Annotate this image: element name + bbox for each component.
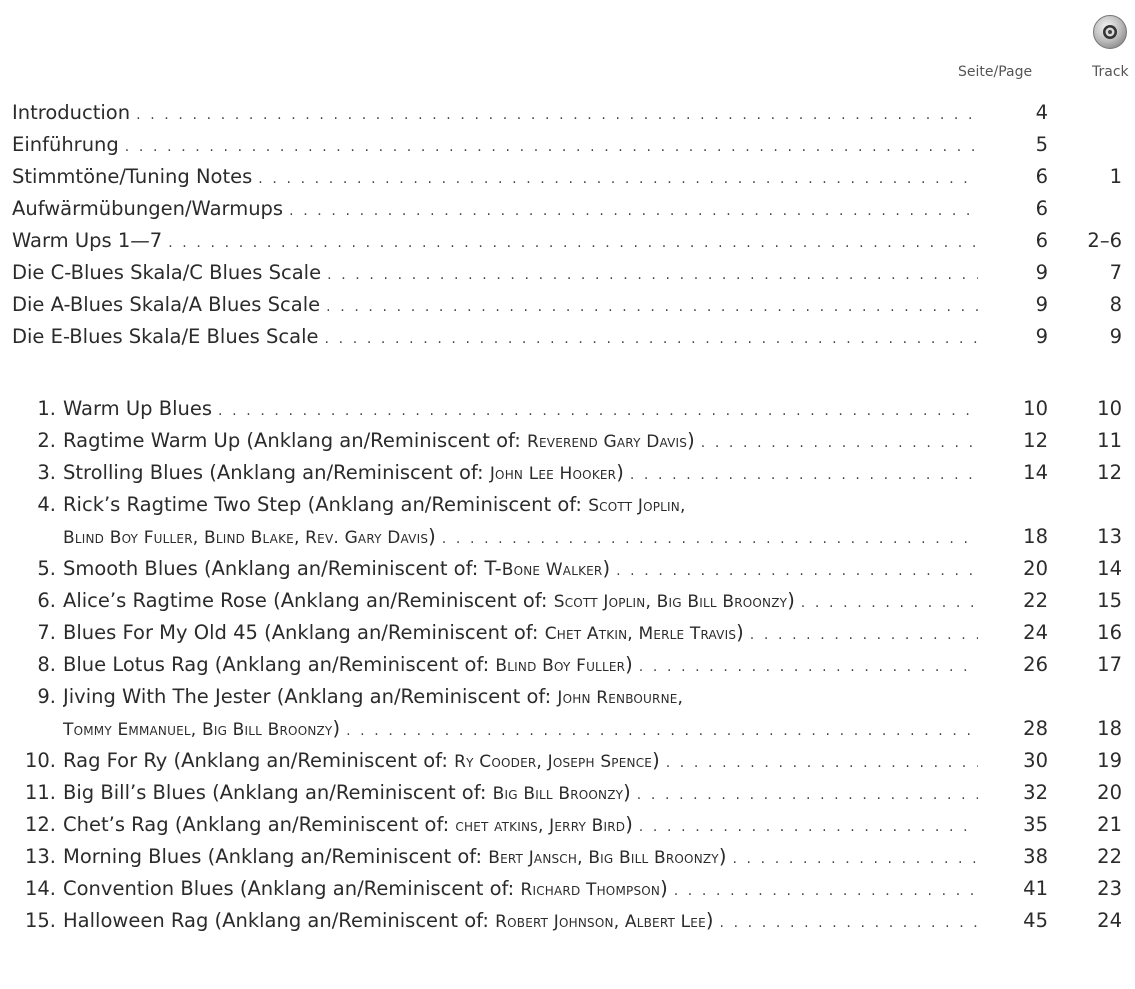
page-number: 6 — [1035, 197, 1048, 220]
toc-entry[interactable] — [0, 193, 1135, 225]
page-number: 38 — [1023, 845, 1048, 868]
song-title — [63, 425, 695, 457]
song-entry[interactable] — [0, 777, 1135, 809]
reminiscent-artists: chet atkins, Jerry Bird — [455, 816, 626, 836]
song-title — [63, 777, 631, 809]
track-number: 11 — [1097, 429, 1122, 452]
entry-title-line — [63, 777, 978, 809]
reminiscent-artists: Scott Joplin, Big Bill Broonzy — [553, 592, 788, 612]
track-number: 24 — [1097, 909, 1122, 932]
page-number: 14 — [1023, 461, 1048, 484]
track-number: 17 — [1097, 653, 1122, 676]
song-title-text: Warm Up Blues — [63, 397, 213, 420]
song-entry[interactable] — [0, 489, 1135, 521]
reminiscent-artists: Richard Thompson — [520, 880, 661, 900]
song-number: 7. — [37, 621, 56, 644]
track-column-header: Track — [1092, 64, 1129, 80]
song-entry[interactable] — [0, 585, 1135, 617]
song-number: 3. — [37, 461, 56, 484]
song-number: 1. — [37, 397, 56, 420]
reminiscent-artists: Tommy Emmanuel, Big Bill Broonzy — [63, 720, 333, 740]
reminiscent-artists: Big Bill Broonzy — [492, 784, 624, 804]
leader-dots — [136, 99, 978, 129]
track-number: 9 — [1109, 325, 1122, 348]
entry-title-line — [12, 225, 978, 257]
leader-dots — [289, 195, 978, 225]
closing-paren: ) — [602, 557, 611, 580]
entry-title-line — [63, 585, 978, 617]
song-title-text: Rick’s Ragtime Two Step (Anklang an/Reminiscent of: — [63, 493, 589, 516]
song-title-text: Alice’s Ragtime Rose (Anklang an/Reminiscent of: — [63, 589, 554, 612]
entry-title-line — [63, 681, 978, 713]
toc-entry[interactable] — [0, 129, 1135, 161]
page-number: 26 — [1023, 653, 1048, 676]
page-number: 9 — [1035, 293, 1048, 316]
song-title — [63, 649, 633, 681]
page-number: 45 — [1023, 909, 1048, 932]
song-entry[interactable] — [0, 905, 1135, 937]
entry-title-line — [12, 161, 978, 193]
song-title-text: Jiving With The Jester (Anklang an/Reminiscent of: — [63, 685, 558, 708]
song-title-text: Blue Lotus Rag (Anklang an/Reminiscent of: — [63, 653, 496, 676]
track-number: 13 — [1097, 525, 1122, 548]
track-number: 18 — [1097, 717, 1122, 740]
leader-dots — [168, 227, 978, 257]
entry-title: Die A-Blues Skala/A Blues Scale — [12, 293, 321, 316]
track-number: 22 — [1097, 845, 1122, 868]
entry-title-line — [63, 425, 978, 457]
song-title — [63, 873, 668, 905]
song-title — [63, 681, 683, 713]
track-number: 14 — [1097, 557, 1122, 580]
song-number: 9. — [37, 685, 56, 708]
entry-title-line — [63, 713, 978, 745]
leader-dots — [125, 131, 978, 161]
song-title — [63, 553, 610, 585]
song-entry[interactable] — [0, 393, 1135, 425]
entry-title-line — [63, 905, 978, 937]
entry-title-line — [63, 457, 978, 489]
page-number: 32 — [1023, 781, 1048, 804]
song-number: 13. — [24, 845, 56, 868]
track-number: 12 — [1097, 461, 1122, 484]
track-number: 10 — [1097, 397, 1122, 420]
page-number: 5 — [1035, 133, 1048, 156]
track-number: 15 — [1097, 589, 1122, 612]
closing-paren: ) — [687, 429, 695, 452]
entry-title: Introduction — [12, 101, 131, 124]
leader-dots — [701, 427, 978, 457]
page-number: 28 — [1023, 717, 1048, 740]
entry-title-line — [12, 129, 978, 161]
page-number: 6 — [1035, 229, 1048, 252]
song-entry[interactable] — [0, 745, 1135, 777]
leader-dots — [666, 747, 978, 777]
reminiscent-artists: Blind Boy Fuller — [495, 656, 626, 676]
reminiscent-artists: Bone Walker — [501, 560, 603, 580]
reminiscent-artists: Bert Jansch, Big Bill Broonzy — [488, 848, 719, 868]
song-title-text: Blues For My Old 45 (Anklang an/Reminiscent of: — [63, 621, 545, 644]
entry-title: Die E-Blues Skala/E Blues Scale — [12, 325, 319, 348]
closing-paren: ) — [705, 909, 714, 932]
entry-title-line — [12, 193, 978, 225]
song-number: 11. — [24, 781, 56, 804]
track-number: 8 — [1109, 293, 1122, 316]
entry-title-line — [12, 257, 978, 289]
song-entry[interactable] — [0, 841, 1135, 873]
entry-title-line — [63, 617, 978, 649]
song-entry[interactable] — [0, 809, 1135, 841]
entry-title-line — [63, 649, 978, 681]
song-number: 4. — [37, 493, 56, 516]
song-title-text: Big Bill’s Blues (Anklang an/Reminiscent of: — [63, 781, 493, 804]
page-number: 20 — [1023, 557, 1048, 580]
entry-title-line — [63, 873, 978, 905]
toc-entry[interactable] — [0, 289, 1135, 321]
closing-paren: ) — [652, 749, 660, 772]
reminiscent-artists: Scott Joplin, — [588, 496, 686, 516]
song-number: 5. — [37, 557, 56, 580]
page-column-header: Seite/Page — [958, 64, 1033, 80]
song-title — [63, 489, 686, 521]
song-number: 2. — [37, 429, 56, 452]
song-title-text: Morning Blues (Anklang an/Reminiscent of: — [63, 845, 489, 868]
entry-title: Einführung — [12, 133, 119, 156]
song-entry-continuation — [0, 713, 1135, 745]
track-number: 23 — [1097, 877, 1122, 900]
song-number: 8. — [37, 653, 56, 676]
entry-title: Die C-Blues Skala/C Blues Scale — [12, 261, 322, 284]
page-number: 18 — [1023, 525, 1048, 548]
track-number: 20 — [1097, 781, 1122, 804]
track-number: 2–6 — [1087, 229, 1122, 252]
song-number: 10. — [24, 749, 56, 772]
track-number: 16 — [1097, 621, 1122, 644]
song-number: 14. — [24, 877, 56, 900]
leader-dots — [326, 291, 978, 321]
song-title — [63, 809, 633, 841]
song-entry[interactable] — [0, 681, 1135, 713]
leader-dots — [732, 843, 978, 873]
leader-dots — [801, 587, 978, 617]
reminiscent-artists: Ry Cooder, Joseph Spence — [454, 752, 653, 772]
track-number: 21 — [1097, 813, 1122, 836]
closing-paren: ) — [736, 621, 744, 644]
song-title-text: Rag For Ry (Anklang an/Reminiscent of: — [63, 749, 455, 772]
toc-entry[interactable] — [0, 321, 1135, 353]
page-number: 9 — [1035, 325, 1048, 348]
song-entry-continuation — [0, 521, 1135, 553]
page-number: 10 — [1023, 397, 1048, 420]
toc-entry[interactable] — [0, 257, 1135, 289]
leader-dots — [325, 323, 978, 353]
song-title — [63, 457, 624, 489]
entry-title-line — [63, 809, 978, 841]
song-title — [63, 905, 713, 937]
song-entry[interactable] — [0, 617, 1135, 649]
leader-dots — [637, 779, 978, 809]
song-title-continued — [63, 713, 340, 745]
song-entry[interactable] — [0, 553, 1135, 585]
song-number: 12. — [24, 813, 56, 836]
song-title — [63, 393, 212, 425]
leader-dots — [750, 619, 978, 649]
page-number: 24 — [1023, 621, 1048, 644]
page-number: 41 — [1023, 877, 1048, 900]
song-title-text: Convention Blues (Anklang an/Reminiscent of: — [63, 877, 521, 900]
leader-dots — [630, 459, 978, 489]
entry-title-line — [12, 321, 978, 353]
closing-paren: ) — [660, 877, 668, 900]
toc-entry[interactable] — [0, 225, 1135, 257]
closing-paren: ) — [623, 781, 631, 804]
song-title — [63, 585, 795, 617]
reminiscent-artists: John Renbourne, — [557, 688, 684, 708]
entry-title-line — [63, 553, 978, 585]
page-number: 12 — [1023, 429, 1048, 452]
leader-dots — [639, 811, 978, 841]
page-number: 6 — [1035, 165, 1048, 188]
leader-dots — [616, 555, 978, 585]
entry-title: Warm Ups 1—7 — [12, 229, 163, 252]
song-title-continued — [63, 521, 436, 553]
reminiscent-artists: Robert Johnson, Albert Lee — [495, 912, 706, 932]
toc-entry[interactable] — [0, 97, 1135, 129]
entry-title: Aufwärmübungen/Warmups — [12, 197, 284, 220]
song-title — [63, 841, 726, 873]
entry-title-line — [63, 841, 978, 873]
entry-title: Stimmtöne/Tuning Notes — [12, 165, 253, 188]
closing-paren: ) — [625, 653, 633, 676]
page-number: 30 — [1023, 749, 1048, 772]
leader-dots — [442, 523, 978, 553]
song-entry[interactable] — [0, 425, 1135, 457]
entry-title-line — [63, 393, 978, 425]
page-number: 35 — [1023, 813, 1048, 836]
leader-dots — [719, 907, 978, 937]
song-entry[interactable] — [0, 873, 1135, 905]
leader-dots — [327, 259, 978, 289]
entry-title-line — [12, 97, 978, 129]
entry-title-line — [63, 489, 978, 521]
song-title-text: Halloween Rag (Anklang an/Reminiscent of: — [63, 909, 496, 932]
leader-dots — [639, 651, 978, 681]
reminiscent-artists: Reverend Gary Davis — [527, 432, 688, 452]
track-number: 19 — [1097, 749, 1122, 772]
entry-title-line — [63, 521, 978, 553]
closing-paren: ) — [718, 845, 727, 868]
leader-dots — [218, 395, 978, 425]
closing-paren: ) — [787, 589, 795, 612]
song-title — [63, 745, 660, 777]
closing-paren: ) — [616, 461, 624, 484]
reminiscent-artists: John Lee Hooker — [489, 464, 617, 484]
closing-paren: ) — [428, 525, 436, 548]
reminiscent-artists: Blind Boy Fuller, Blind Blake, Rev. Gary Davis — [63, 528, 429, 548]
song-title-text: Smooth Blues (Anklang an/Reminiscent of: T- — [63, 557, 502, 580]
page-number: 4 — [1035, 101, 1048, 124]
song-title-text: Strolling Blues (Anklang an/Reminiscent of: — [63, 461, 490, 484]
closing-paren: ) — [332, 717, 341, 740]
song-number: 15. — [24, 909, 56, 932]
song-entry[interactable] — [0, 457, 1135, 489]
reminiscent-artists: Chet Atkin, Merle Travis — [544, 624, 737, 644]
song-entry[interactable] — [0, 649, 1135, 681]
entry-title-line — [12, 289, 978, 321]
page-number: 22 — [1023, 589, 1048, 612]
track-number: 7 — [1109, 261, 1122, 284]
song-title — [63, 617, 744, 649]
leader-dots — [346, 715, 978, 745]
entry-title-line — [63, 745, 978, 777]
closing-paren: ) — [625, 813, 633, 836]
track-number: 1 — [1109, 165, 1122, 188]
cd-icon — [1092, 14, 1128, 50]
song-title-text: Ragtime Warm Up (Anklang an/Reminiscent of: — [63, 429, 527, 452]
page-number: 9 — [1035, 261, 1048, 284]
song-title-text: Chet’s Rag (Anklang an/Reminiscent of: — [63, 813, 456, 836]
leader-dots — [674, 875, 978, 905]
song-number: 6. — [37, 589, 56, 612]
leader-dots — [258, 163, 978, 193]
toc-entry[interactable] — [0, 161, 1135, 193]
